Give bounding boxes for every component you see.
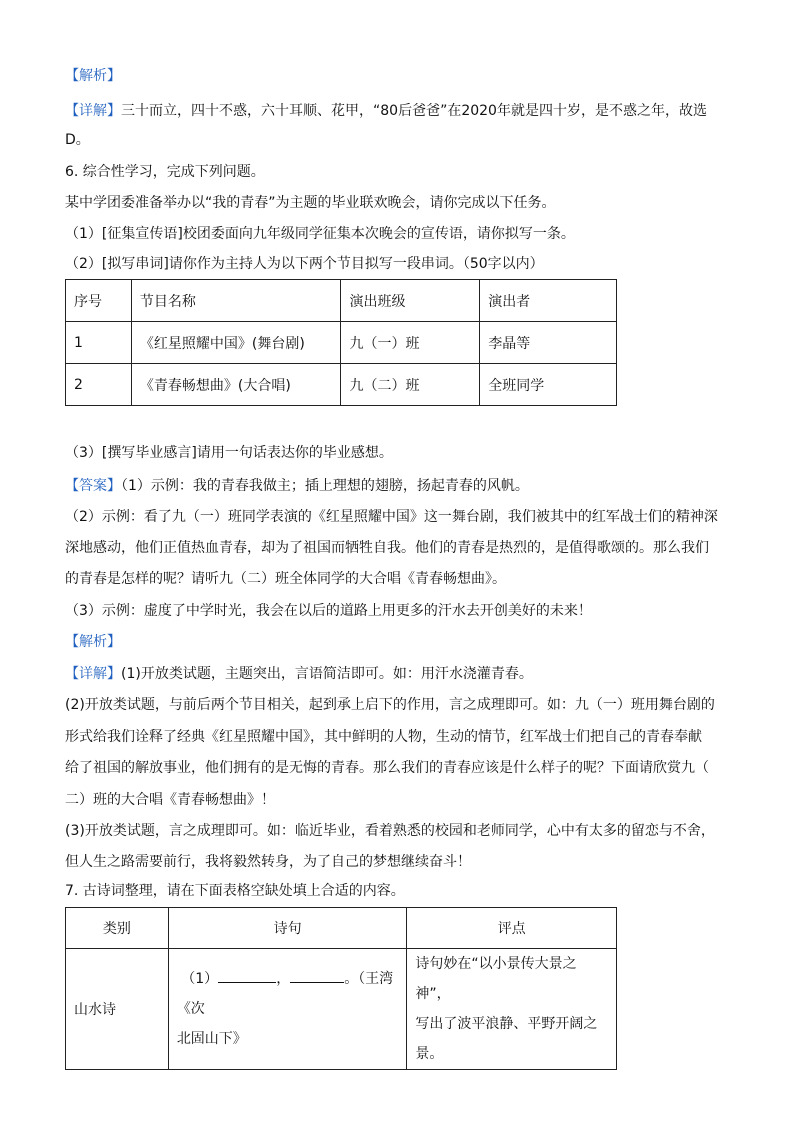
detail-1: (1)开放类试题，主题突出，言语简洁即可。如：用汗水浇灌青春。: [121, 666, 533, 682]
table-cell: 1: [66, 322, 132, 364]
poetry-table: [65, 907, 617, 1070]
comment-cell: [407, 949, 617, 1070]
table-cell: 李晶等: [480, 322, 617, 364]
answer-tag: 【答案】: [65, 478, 121, 494]
analysis-heading-2: 【解析】: [65, 634, 121, 650]
table-row: [66, 322, 617, 364]
comment-line-1: 诗句妙在“以小景传大景之神”，: [415, 956, 577, 1002]
verse-prefix: （1）: [181, 971, 219, 987]
question-7-title: 7. 古诗词整理，请在下面表格空缺处填上合适的内容。: [65, 883, 405, 899]
verse-line-2: 北固山下》: [176, 1031, 247, 1047]
table-cell: 九（二）班: [341, 364, 480, 406]
verse-line-1: [177, 964, 399, 1024]
answer-2-line-1: （2）示例：看了九（一）班同学表演的《红星照耀中国》这一舞台剧，我们被其中的红军战士们的精神深: [65, 509, 718, 525]
answer-2-line-2: 深地感动，他们正值热血青春，却为了祖国而牺牲自我。他们的青春是热烈的，是值得歌颂的。那么我们: [65, 540, 709, 556]
fill-blank[interactable]: [290, 968, 344, 983]
detail-2-line-1: (2)开放类试题，与前后两个节目相关，起到承上启下的作用，言之成理即可。如：九（一）班用舞台剧的: [65, 697, 715, 713]
verse-sep: ，: [276, 971, 291, 987]
table-header-cell: 评点: [407, 908, 617, 949]
table-header-row: [66, 280, 617, 322]
detail-2-line-4: 二）班的大合唱《青春畅想曲》！: [65, 792, 275, 808]
table-header-cell: 诗句: [168, 908, 407, 949]
table-header-cell: 序号: [66, 280, 132, 322]
question-6-title: 6. 综合性学习，完成下列问题。: [65, 164, 265, 180]
table-cell: 全班同学: [480, 364, 617, 406]
comment-line-2: 写出了波平浪静、平野开阔之景。: [415, 1016, 598, 1062]
detail-line-1: [65, 664, 533, 684]
answer-1: （1）示例：我的青春我做主；插上理想的翅膀，扬起青春的风帆。: [121, 478, 529, 494]
table-row: [66, 949, 617, 1070]
category-cell: 山水诗: [66, 949, 169, 1070]
question-6-intro: 某中学团委准备举办以“我的青春”为主题的毕业联欢晚会，请你完成以下任务。: [65, 195, 556, 211]
question-6-task-3: （3）[撰写毕业感言]请用一句话表达你的毕业感想。: [65, 445, 393, 461]
detail-paragraph-1: [65, 101, 707, 121]
answer-2-line-3: 的青春是怎样的呢？请听九（二）班全体同学的大合唱《青春畅想曲》。: [65, 571, 506, 587]
table-header-cell: 演出者: [480, 280, 617, 322]
table-cell: 《青春畅想曲》(大合唱): [131, 364, 341, 406]
table-cell: 《红星照耀中国》(舞台剧): [131, 322, 341, 364]
table-header-cell: 节目名称: [131, 280, 341, 322]
answer-3: （3）示例：虚度了中学时光，我会在以后的道路上用更多的汗水去开创美好的未来！: [65, 603, 592, 619]
detail-tag: 【详解】: [65, 103, 121, 119]
program-table: [65, 279, 617, 406]
table-row: [66, 364, 617, 406]
detail-2-line-3: 给了祖国的解放事业，他们拥有的是无悔的青春。那么我们的青春应该是什么样子的呢？下面请欣赏九（: [65, 760, 709, 776]
table-cell: 九（一）班: [341, 322, 480, 364]
detail-tag: 【详解】: [65, 666, 121, 682]
detail-text: 三十而立，四十不惑，六十耳顺、花甲，“80后爸爸”在2020年就是四十岁，是不惑之年，故选: [121, 103, 707, 119]
detail-paragraph-1-cont: D。: [65, 132, 90, 148]
table-header-cell: 演出班级: [341, 280, 480, 322]
table-header-row: [66, 908, 617, 949]
analysis-heading-1: 【解析】: [65, 68, 121, 84]
table-header-cell: 类别: [66, 908, 169, 949]
question-6-task-2: （2）[拟写串词]请你作为主持人为以下两个节目拟写一段串词。（50字以内）: [65, 256, 544, 272]
detail-2-line-2: 形式给我们诠释了经典《红星照耀中国》，其中鲜明的人物，生动的情节，红军战士们把自己的青春奉献: [65, 729, 702, 745]
detail-3-line-1: (3)开放类试题，言之成理即可。如：临近毕业，看着熟悉的校园和老师同学，心中有太多的留恋与不舍，: [65, 823, 715, 839]
verse-cell: [168, 949, 407, 1070]
detail-3-line-2: 但人生之路需要前行，我将毅然转身，为了自己的梦想继续奋斗！: [65, 854, 471, 870]
table-cell: 2: [66, 364, 132, 406]
fill-blank[interactable]: [218, 968, 276, 983]
question-6-task-1: （1）[征集宣传语]校团委面向九年级同学征集本次晚会的宣传语，请你拟写一条。: [65, 226, 575, 242]
answer-line-1: [65, 476, 529, 496]
verse-suffix: 。（王湾《次: [176, 971, 394, 1017]
